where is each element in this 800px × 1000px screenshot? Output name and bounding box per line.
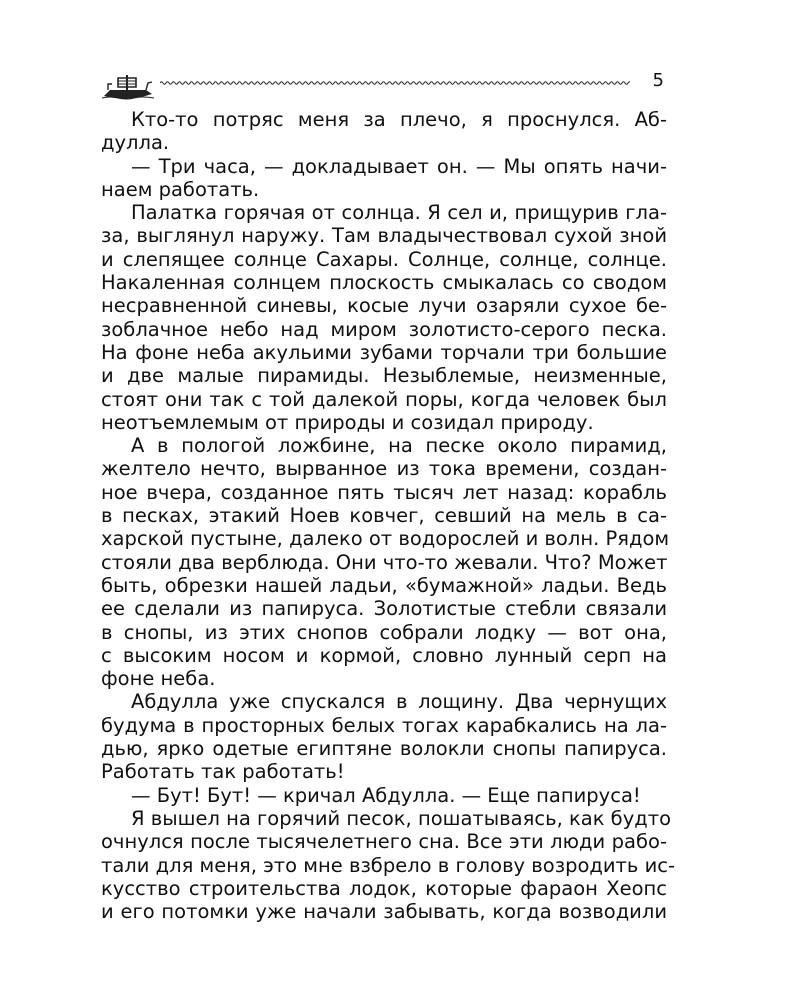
text-line: и его потомки уже начали забывать, когда возводили	[101, 900, 667, 924]
text-line: дулла.	[101, 131, 170, 155]
text-line: А в пологой ложбине, на песке около пирамид,	[131, 434, 667, 458]
text-line: Я вышел на горячий песок, пошатываясь, как будто	[131, 806, 672, 830]
text-line: Работать так работать!	[101, 760, 345, 784]
text-line: Палатка горячая от солнца. Я сел и, прищурив гла-	[131, 201, 667, 225]
text-line: и две малые пирамиды. Незыблемые, неизменные,	[101, 364, 667, 388]
text-line: быть, обрезки нашей ладьи, «бумажной» ладьи. Ведь	[101, 573, 667, 597]
text-line: желтело нечто, вырванное из тока времени, создан-	[101, 457, 667, 481]
text-line: зоблачное небо над миром золотисто-серого песка.	[101, 317, 667, 341]
ship-icon	[100, 72, 156, 100]
text-line: стояли два верблюда. Они что-то жевали. Что? Может	[101, 550, 668, 574]
body-text	[101, 108, 676, 924]
text-line: стоят они так с той далекой поры, когда человек был	[101, 387, 667, 411]
text-line: с высоким носом и кормой, словно лунный серп на	[101, 643, 667, 667]
text-line: тали для меня, это мне взбрело в голову возродить ис-	[101, 853, 676, 877]
text-line: Накаленная солнцем плоскость смыкалась со сводом	[101, 271, 667, 295]
page-header	[100, 72, 670, 102]
text-line: и слепящее солнце Сахары. Солнце, солнце, солнце.	[101, 247, 667, 271]
text-line: в снопы, из этих снопов собрали лодку — вот она,	[101, 620, 667, 644]
text-line: — Три часа, — докладывает он. — Мы опять начи-	[131, 154, 667, 178]
text-line: в песках, этакий Ноев ковчег, севший на мель в са-	[101, 504, 667, 528]
text-line: Абдулла уже спускался в лощину. Два чернущих	[131, 690, 667, 714]
text-line: очнулся после тысячелетнего сна. Все эти люди рабо-	[101, 830, 667, 854]
text-line: кусство строительства лодок, которые фараон Хеопс	[101, 876, 667, 900]
text-line: харской пустыне, далеко от водорослей и волн. Рядом	[101, 527, 670, 551]
text-line: На фоне неба акульими зубами торчали три большие	[101, 340, 667, 364]
wavy-rule	[160, 80, 630, 86]
text-line: дью, ярко одетые египтяне волокли снопы папируса.	[101, 737, 667, 761]
text-line: неотъемлемым от природы и созидал природу.	[101, 410, 594, 434]
text-line: ее сделали из папируса. Золотистые стебли связали	[101, 597, 667, 621]
page-number: 5	[652, 70, 664, 91]
text-line: Кто-то потряс меня за плечо, я проснулся. Аб-	[131, 108, 667, 131]
text-line: несравненной синевы, косые лучи озаряли сухое бе-	[101, 294, 667, 318]
text-line: будума в просторных белых тогах карабкались на ла-	[101, 713, 667, 737]
text-line: фоне неба.	[101, 667, 216, 691]
text-line: наем работать.	[101, 177, 260, 201]
text-line: за, выглянул наружу. Там владычествовал сухой зной	[101, 224, 667, 248]
text-line: ное вчера, созданное пять тысяч лет назад: корабль	[101, 480, 667, 504]
text-line: — Бут! Бут! — кричал Абдулла. — Еще папируса!	[131, 783, 641, 807]
